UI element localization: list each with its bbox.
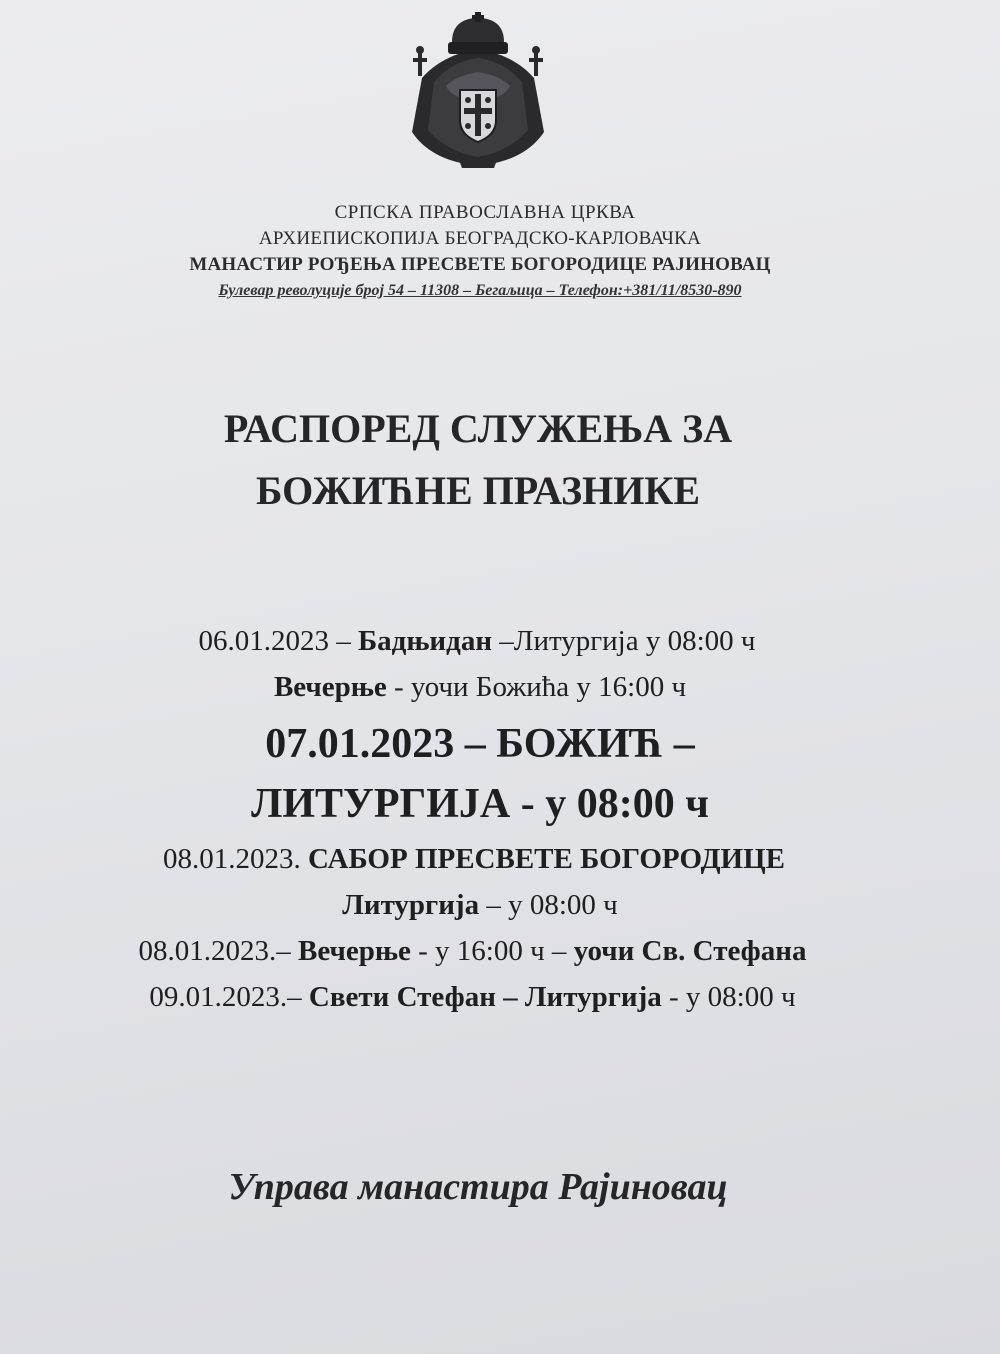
signature-line — [0, 1165, 1000, 1209]
title-line-2: БОЖИЋНЕ ПРАЗНИКЕ — [255, 468, 701, 513]
schedule-highlight-line-1: 07.01.2023 – БОЖИЋ – — [265, 721, 695, 767]
schedule-time: - у 08:00 ч — [661, 981, 796, 1013]
schedule-date: 06.01.2023 – — [198, 625, 358, 657]
archdiocese-name: АРХИЕПИСКОПИЈА БЕОГРАДСКО-КАРЛОВАЧКА — [258, 228, 702, 249]
schedule-date: 09.01.2023.– — [149, 981, 309, 1013]
schedule-time: - уочи Божића у 16:00 ч — [386, 671, 687, 703]
schedule-row — [0, 664, 1000, 710]
schedule-highlight-line-2: ЛИТУРГИЈА - у 08:00 ч — [251, 781, 709, 827]
schedule-event: Бадњидан — [357, 625, 493, 657]
title-line-1: РАСПОРЕД СЛУЖЕЊА ЗА — [223, 406, 733, 451]
coat-of-arms-icon — [404, 12, 552, 172]
schedule-time: – у 08:00 ч — [479, 889, 618, 921]
schedule-row — [0, 836, 1000, 882]
schedule-event: Вечерње — [273, 671, 387, 703]
schedule-event: Свети Стефан – Литургија — [308, 981, 662, 1013]
monastery-address: Булевар револуције број 54 – 11308 – Бегаљица – Телефон:+381/11/8530-890 — [218, 282, 742, 299]
service-schedule — [0, 618, 1000, 1020]
schedule-date: 08.01.2023.– — [138, 935, 299, 967]
notice-title — [0, 398, 1000, 522]
schedule-event: Литургија — [342, 889, 480, 921]
schedule-date: 08.01.2023. — [163, 843, 308, 875]
schedule-row — [0, 882, 1000, 928]
schedule-time: –Литургија у 08:00 ч — [492, 625, 756, 657]
signature-text: Управа манастира Рајиновац — [228, 1166, 728, 1208]
schedule-event: Вечерње — [298, 935, 411, 967]
schedule-row — [0, 928, 1000, 974]
schedule-row — [0, 974, 1000, 1020]
document-header — [0, 200, 1000, 304]
monastery-name: МАНАСТИР РОЂЕЊА ПРЕСВЕТЕ БОГОРОДИЦЕ РАЈИНОВАЦ — [189, 254, 771, 275]
schedule-row — [0, 618, 1000, 664]
schedule-event: САБОР ПРЕСВЕТЕ БОГОРОДИЦЕ — [308, 843, 785, 875]
schedule-event-note: уочи Св. Стефана — [573, 935, 807, 967]
church-name: СРПСКА ПРАВОСЛАВНА ЦРКВА — [334, 202, 636, 223]
schedule-time: - у 16:00 ч – — [410, 935, 574, 967]
